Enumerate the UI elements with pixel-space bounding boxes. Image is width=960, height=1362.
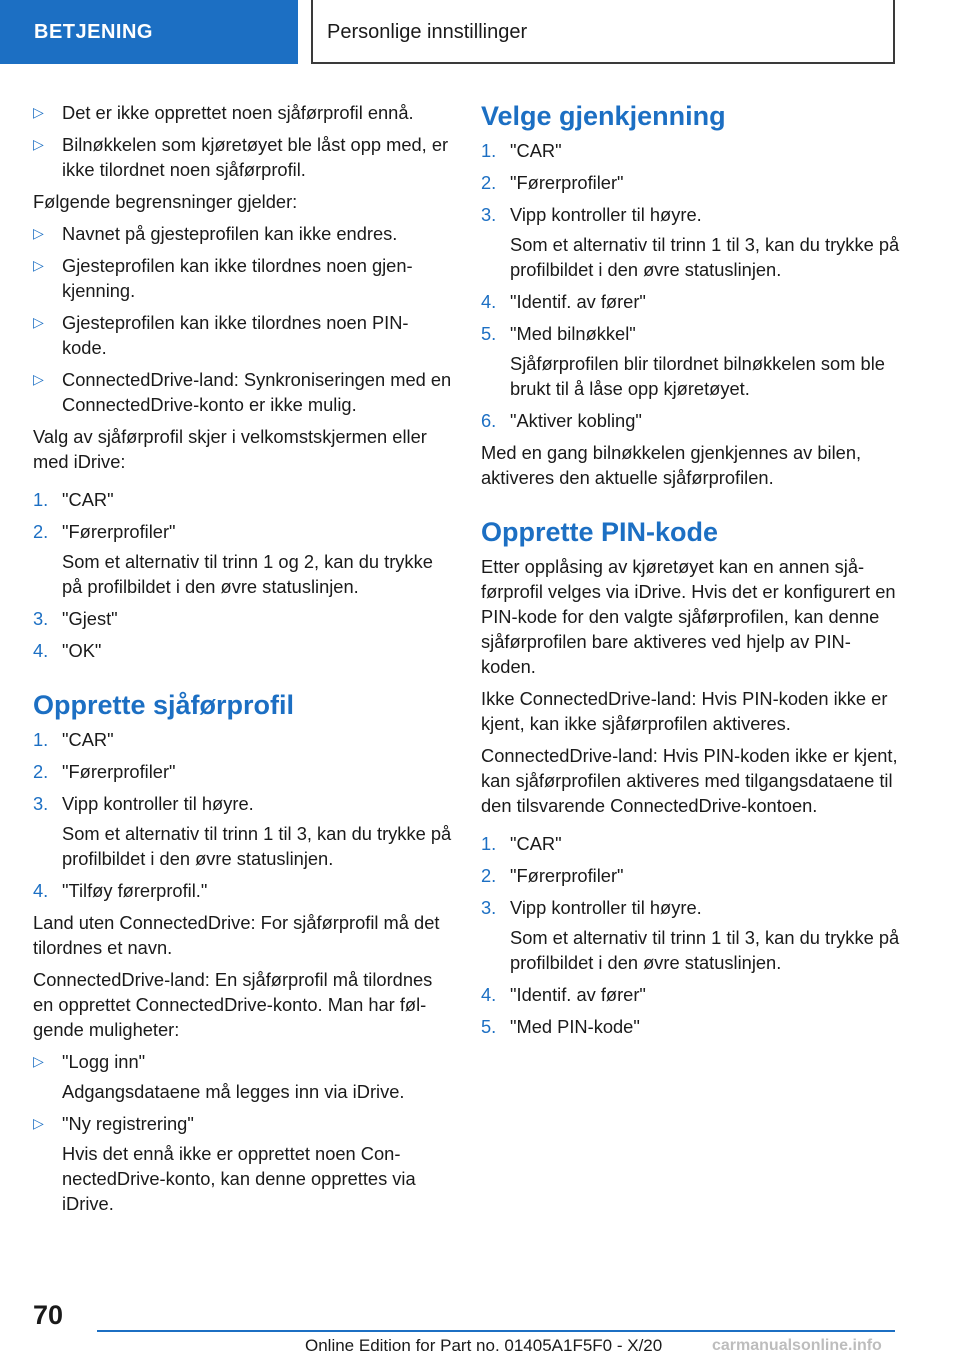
step-text: "CAR"	[510, 833, 562, 854]
bullet-text: Bilnøkkelen som kjøretøyet ble låst opp med, er ikke tilordnet noen sjåførprofil.	[62, 134, 449, 180]
step-item	[33, 791, 453, 816]
step-number: 5.	[481, 323, 497, 344]
step-subtext: Som et alternativ til trinn 1 til 3, kan du trykke på profilbildet i den øvre statuslinjen.	[62, 823, 452, 869]
bullet-item	[33, 310, 453, 360]
page-number: 70	[33, 1300, 64, 1330]
step-item	[481, 289, 901, 314]
bullet-item	[33, 1049, 453, 1074]
step-item	[33, 727, 453, 752]
step-number: 5.	[481, 1016, 497, 1037]
step-number: 2.	[33, 761, 49, 782]
bullet-subtext: Hvis det ennå ikke er opprettet noen ConnectedDrive-konto, kan denne opprettes via iDrive.	[62, 1143, 416, 1214]
bullet-text: Gjesteprofilen kan ikke tilordnes noen PIN-kode.	[62, 312, 409, 358]
step-item	[481, 138, 901, 163]
step-item	[33, 487, 453, 512]
pin-paragraph-1: Etter opplåsing av kjøretøyet kan en annen sjåførprofil velges via iDrive. Hvis det er konfigurert en PIN-kode for den valgte sjåførprofilen, kan denne sjåførprofilen bare aktiveres ved hjelp av PIN-koden.	[481, 556, 896, 677]
bullet-item	[33, 221, 453, 246]
step-number: 2.	[33, 521, 49, 542]
bullet-item	[33, 132, 453, 182]
bullet-subtext: Adgangsdataene må legges inn via iDrive.	[62, 1081, 405, 1102]
chapter-title: Personlige innstillinger	[311, 0, 895, 64]
triangle-right-outline-icon: ▷	[33, 1053, 44, 1069]
triangle-right-outline-icon: ▷	[33, 225, 44, 241]
triangle-right-outline-icon: ▷	[33, 1115, 44, 1131]
step-number: 3.	[33, 793, 49, 814]
section-tab: BETJENING	[0, 0, 298, 64]
page-header	[0, 0, 960, 66]
pin-paragraph-3: ConnectedDrive-land: Hvis PIN-koden ikke er kjent, kan sjåførprofilen aktiveres med tilgangsdataene til den tilsvarende ConnectedDrive-kontoen.	[481, 745, 898, 816]
triangle-right-outline-icon: ▷	[33, 371, 44, 387]
step-number: 2.	[481, 865, 497, 886]
step-item	[33, 606, 453, 631]
heading-create-pin: Opprette PIN-kode	[481, 517, 719, 547]
step-item	[33, 878, 453, 903]
step-number: 3.	[481, 204, 497, 225]
step-item	[481, 408, 901, 433]
step-item	[481, 863, 901, 888]
select-intro: Valg av sjåførprofil skjer i velkomstskjermen eller med iDrive:	[33, 426, 427, 472]
step-item	[481, 170, 901, 195]
watermark: carmanualsonline.info	[712, 1337, 882, 1354]
create-paragraph-1: Land uten ConnectedDrive: For sjåførprofil må det tilordnes et navn.	[33, 912, 440, 958]
triangle-right-outline-icon: ▷	[33, 257, 44, 273]
step-number: 6.	[481, 410, 497, 431]
heading-select-recognition: Velge gjenkjenning	[481, 101, 726, 131]
bullet-text: ConnectedDrive-land: Synkroniseringen med en ConnectedDrive-konto er ikke mulig.	[62, 369, 452, 415]
step-text: "Førerprofiler"	[62, 521, 176, 542]
bullet-item	[33, 367, 453, 417]
step-number: 3.	[33, 608, 49, 629]
step-item	[481, 982, 901, 1007]
step-text: "Identif. av fører"	[510, 291, 646, 312]
right-column	[481, 100, 901, 1046]
step-text: "CAR"	[62, 489, 114, 510]
step-text: "Førerprofiler"	[510, 865, 624, 886]
pin-paragraph-2: Ikke ConnectedDrive-land: Hvis PIN-koden ikke er kjent, kan ikke sjåførprofilen aktiveres.	[481, 688, 888, 734]
footer-rule	[97, 1330, 895, 1332]
step-number: 1.	[481, 140, 497, 161]
step-number: 4.	[481, 291, 497, 312]
step-text: "CAR"	[62, 729, 114, 750]
step-text: "Førerprofiler"	[62, 761, 176, 782]
step-number: 1.	[481, 833, 497, 854]
step-subtext: Som et alternativ til trinn 1 til 3, kan du trykke på profilbildet i den øvre statuslinjen.	[510, 927, 900, 973]
step-number: 4.	[33, 640, 49, 661]
step-text: "Gjest"	[62, 608, 118, 629]
step-text: "Førerprofiler"	[510, 172, 624, 193]
bullet-item	[33, 100, 453, 125]
step-item	[481, 202, 901, 227]
bullet-item	[33, 1111, 453, 1136]
footer-edition: Online Edition for Part no. 01405A1F5F0 - X/20	[305, 1336, 663, 1355]
create-paragraph-2: ConnectedDrive-land: En sjåførprofil må tilordnes en opprettet ConnectedDrive-konto. Man har følgende muligheter:	[33, 969, 433, 1040]
bullet-item	[33, 253, 453, 303]
restrictions-intro: Følgende begrensninger gjelder:	[33, 191, 298, 212]
left-column	[33, 100, 453, 1223]
step-subtext: Sjåførprofilen blir tilordnet bilnøkkelen som ble brukt til å låse opp kjøretøyet.	[510, 353, 885, 399]
step-item	[33, 638, 453, 663]
step-text: "Med PIN-kode"	[510, 1016, 640, 1037]
bullet-text: "Logg inn"	[62, 1051, 146, 1072]
bullet-text: Navnet på gjesteprofilen kan ikke endres.	[62, 223, 398, 244]
step-number: 3.	[481, 897, 497, 918]
step-number: 4.	[33, 880, 49, 901]
step-item	[33, 519, 453, 544]
step-item	[33, 759, 453, 784]
step-subtext: Som et alternativ til trinn 1 til 3, kan du trykke på profilbildet i den øvre statuslinjen.	[510, 234, 900, 280]
heading-create-profile: Opprette sjåførprofil	[33, 690, 295, 720]
triangle-right-outline-icon: ▷	[33, 314, 44, 330]
step-text: "Identif. av fører"	[510, 984, 646, 1005]
step-number: 1.	[33, 489, 49, 510]
step-text: "OK"	[62, 640, 102, 661]
step-text: Vipp kontroller til høyre.	[510, 204, 702, 225]
step-number: 2.	[481, 172, 497, 193]
step-item	[481, 321, 901, 346]
step-text: "Tilføy førerprofil."	[62, 880, 208, 901]
step-item	[481, 895, 901, 920]
bullet-text: Det er ikke opprettet noen sjåførprofil ennå.	[62, 102, 414, 123]
step-subtext: Som et alternativ til trinn 1 og 2, kan du trykke på profilbildet i den øvre statuslinjen.	[62, 551, 433, 597]
step-text: "Aktiver kobling"	[510, 410, 642, 431]
bullet-text: Gjesteprofilen kan ikke tilordnes noen gjenkjenning.	[62, 255, 413, 301]
step-number: 4.	[481, 984, 497, 1005]
step-text: "CAR"	[510, 140, 562, 161]
recognition-paragraph: Med en gang bilnøkkelen gjenkjennes av bilen, aktiveres den aktuelle sjåførprofilen.	[481, 442, 862, 488]
step-text: Vipp kontroller til høyre.	[62, 793, 254, 814]
triangle-right-outline-icon: ▷	[33, 136, 44, 152]
step-text: "Med bilnøkkel"	[510, 323, 636, 344]
step-item	[481, 831, 901, 856]
triangle-right-outline-icon: ▷	[33, 104, 44, 120]
step-item	[481, 1014, 901, 1039]
step-text: Vipp kontroller til høyre.	[510, 897, 702, 918]
bullet-text: "Ny registrering"	[62, 1113, 194, 1134]
step-number: 1.	[33, 729, 49, 750]
